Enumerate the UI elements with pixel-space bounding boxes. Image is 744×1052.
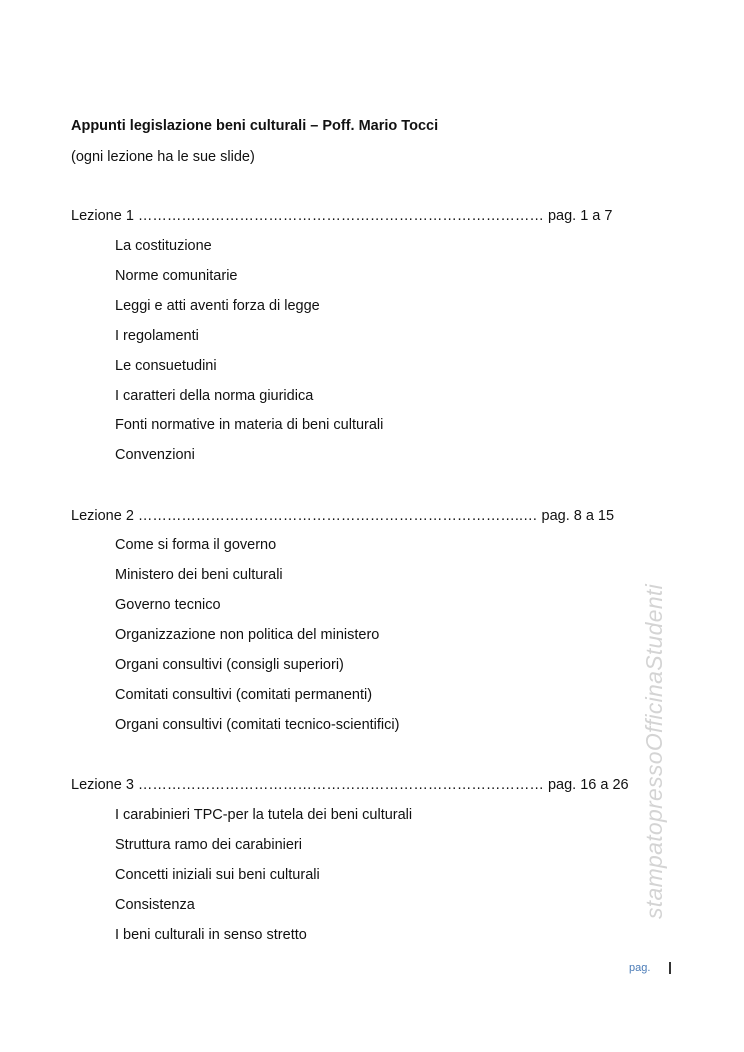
lesson-1-topic: Fonti normative in materia di beni culturali [115, 417, 384, 433]
lesson-2-topic: Organizzazione non politica del ministero [115, 627, 380, 643]
lesson-2-topic: Governo tecnico [115, 597, 221, 613]
footer-divider [669, 962, 671, 974]
lesson-2-topic: Comitati consultivi (comitati permanenti) [115, 687, 373, 703]
watermark: stampatopressoOfficinaStudenti [641, 583, 667, 919]
lesson-1-topic: I caratteri della norma giuridica [115, 388, 314, 404]
lesson-1-topic: Leggi e atti aventi forza di legge [115, 298, 320, 314]
document-title: Appunti legislazione beni culturali – Poff. Mario Tocci [71, 118, 439, 134]
lesson-2-topic: Come si forma il governo [115, 537, 277, 553]
lesson-3-topic: I carabinieri TPC-per la tutela dei beni culturali [115, 807, 413, 823]
lesson-2-topic: Organi consultivi (comitati tecnico-scientifici) [115, 717, 400, 733]
lesson-1-topic: Norme comunitarie [115, 268, 238, 284]
lesson-1-heading: Lezione 1 ………………………………………………………………………… pag. 1 a 7 [71, 208, 613, 224]
lesson-1-topic: I regolamenti [115, 328, 199, 344]
lesson-2-topic: Ministero dei beni culturali [115, 567, 283, 583]
lesson-3-topic: Consistenza [115, 897, 195, 913]
lesson-2-heading: Lezione 2 ……………………………………………………………………..… pag. 8 a 15 [71, 508, 615, 524]
lesson-3-heading: Lezione 3 ………………………………………………………………………… pag. 16 a 26 [71, 777, 629, 793]
lesson-2-topic: Organi consultivi (consigli superiori) [115, 657, 344, 673]
document-subtitle: (ogni lezione ha le sue slide) [71, 149, 255, 165]
lesson-3-topic: Struttura ramo dei carabinieri [115, 837, 302, 853]
lesson-3-topic: I beni culturali in senso stretto [115, 927, 307, 943]
lesson-1-topic: La costituzione [115, 238, 212, 254]
lesson-1-topic: Le consuetudini [115, 358, 217, 374]
lesson-3-topic: Concetti iniziali sui beni culturali [115, 867, 320, 883]
lesson-1-topic: Convenzioni [115, 447, 195, 463]
footer-page-label: pag. [629, 962, 651, 974]
